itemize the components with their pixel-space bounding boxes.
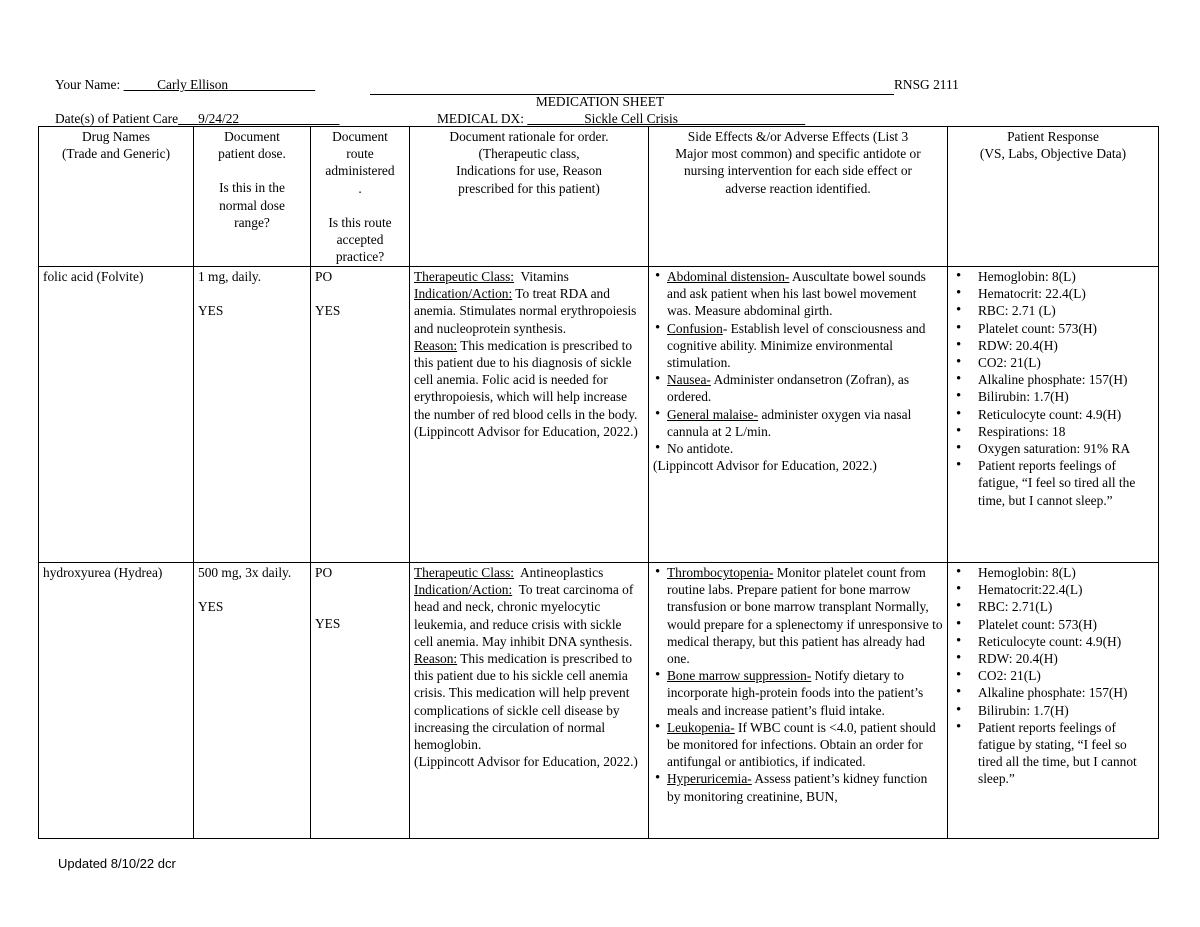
footer-updated-note: Updated 8/10/22 dcr	[58, 856, 176, 871]
course-code: RNSG 2111	[894, 77, 959, 92]
dose-range-answer: YES	[198, 303, 224, 319]
list-item: • CO2: 21(L)	[952, 667, 1154, 684]
reason	[414, 337, 644, 423]
response-cell	[948, 267, 1159, 563]
dose-value: 500 mg, 3x daily.	[198, 565, 292, 580]
list-item: • Patient reports feelings of fatigue by stating, “I feel so tired all the time, but I cannot sleep.”	[952, 719, 1154, 788]
citation: (Lippincott Advisor for Education, 2022.)	[653, 458, 877, 474]
effect-text: Monitor platelet count from routine labs. Prepare patient for bone marrow transfusion or bone marrow transplant Normally, would prepare for a splenectomy if unresponsive to medical therapy, but this patient has already had one.	[667, 565, 943, 667]
name-line	[55, 76, 315, 93]
therapeutic-class	[414, 564, 644, 581]
effect-label: General malaise-	[667, 406, 759, 422]
header-line: Is this in the	[219, 180, 285, 196]
header-line: administered	[325, 163, 395, 179]
list-item: • Alkaline phosphate: 157(H)	[952, 684, 1154, 701]
effect-text: If WBC count is <4.0, patient should be monitored for infections. Obtain an order for antifungal or antibiotics, if indicated.	[667, 719, 936, 770]
route-value: PO	[315, 269, 333, 284]
name-value: Carly Ellison	[157, 77, 229, 92]
route-accepted-answer: YES	[315, 303, 341, 319]
header-line: patient dose.	[218, 146, 286, 162]
dose-range-answer: YES	[198, 599, 224, 615]
effect-label: Thrombocytopenia-	[667, 565, 774, 580]
header-line: range?	[234, 214, 270, 230]
medication-table	[38, 126, 1159, 839]
header-line: accepted	[336, 232, 384, 248]
route-accepted-answer: YES	[315, 616, 341, 632]
name-label: Your Name:	[55, 77, 121, 92]
list-item	[653, 320, 943, 372]
dx-value: Sickle Cell Crisis	[584, 111, 678, 126]
list-item: • Oxygen saturation: 91% RA	[952, 440, 1154, 457]
date-line	[55, 110, 340, 127]
list-item: • Alkaline phosphate: 157(H)	[952, 371, 1154, 388]
spacer	[315, 598, 405, 615]
dose-value: 1 mg, daily.	[198, 269, 262, 284]
effects-cell	[649, 267, 948, 563]
header-line: (Therapeutic class,	[478, 146, 580, 162]
list-item: • Patient reports feelings of fatigue, “I feel so tired all the time, but I cannot sleep.”	[952, 457, 1154, 509]
list-item	[653, 770, 943, 804]
list-item: • Hematocrit:22.4(L)	[952, 581, 1154, 598]
dx-label: MEDICAL DX:	[437, 111, 524, 126]
col-effects-header	[649, 127, 948, 267]
header-line: (Trade and Generic)	[61, 146, 171, 162]
list-item: • Bilirubin: 1.7(H)	[952, 388, 1154, 405]
effects-list	[653, 268, 943, 457]
reason-value: This medication is prescribed to this patient due to his diagnosis of sickle cell anemia. Folic acid is needed for erythropoiesis, which will help increase the number of red blood cells in the body.	[414, 337, 638, 422]
spacer	[198, 285, 306, 302]
header-line: Document	[332, 129, 388, 144]
response-list	[952, 564, 1154, 788]
effects-cell	[649, 563, 948, 839]
indication-label: Indication/Action:	[414, 286, 513, 302]
effect-label: Hyperuricemia-	[667, 771, 752, 787]
therapeutic-class-value: Antineoplastics	[520, 565, 604, 580]
list-item: • Reticulocyte count: 4.9(H)	[952, 406, 1154, 423]
header-line: route	[346, 146, 374, 162]
table-row	[39, 267, 1159, 563]
drug-name: folic acid (Folvite)	[43, 269, 144, 284]
list-item: • Platelet count: 573(H)	[952, 320, 1154, 337]
header-line: prescribed for this patient)	[458, 180, 600, 196]
indication	[414, 581, 644, 650]
rationale-cell	[410, 267, 649, 563]
therapeutic-class	[414, 268, 644, 285]
list-item	[653, 440, 943, 457]
therapeutic-class-value: Vitamins	[520, 269, 569, 284]
citation: (Lippincott Advisor for Education, 2022.)	[414, 423, 638, 439]
effect-text: Assess patient’s kidney function by monitoring creatinine, BUN,	[667, 771, 928, 804]
list-item: • Respirations: 18	[952, 423, 1154, 440]
list-item	[653, 406, 943, 440]
list-item	[653, 371, 943, 405]
reason-label: Reason:	[414, 337, 458, 353]
response-cell	[948, 563, 1159, 839]
citation: (Lippincott Advisor for Education, 2022.)	[414, 754, 638, 770]
header-line: Indications for use, Reason	[456, 163, 602, 179]
dx-line	[437, 110, 805, 127]
list-item: • Hemoglobin: 8(L)	[952, 564, 1154, 581]
therapeutic-class-label: Therapeutic Class:	[414, 565, 515, 580]
indication-label: Indication/Action:	[414, 582, 513, 598]
col-rationale-header	[410, 127, 649, 267]
effect-text: No antidote.	[667, 441, 734, 457]
date-label: Date(s) of Patient Care	[55, 111, 179, 126]
reason-label: Reason:	[414, 651, 458, 667]
header-line: .	[358, 180, 362, 196]
table-row	[39, 563, 1159, 839]
col-route-header	[311, 127, 410, 267]
header-line: Drug Names	[81, 129, 151, 144]
drug-cell	[39, 267, 194, 563]
drug-cell	[39, 563, 194, 839]
list-item: • RDW: 20.4(H)	[952, 337, 1154, 354]
route-value: PO	[315, 565, 333, 580]
drug-name: hydroxyurea (Hydrea)	[43, 565, 163, 580]
header-line: normal dose	[219, 197, 285, 213]
header-line: nursing intervention for each side effect or	[683, 163, 913, 179]
dose-cell	[194, 563, 311, 839]
reason-value: This medication is prescribed to this patient due to his sickle cell anemia crisis. This medication will help prevent complications of sickle cell disease by increasing the circulation of normal hemoglobin.	[414, 651, 633, 753]
header-line: adverse reaction identified.	[725, 180, 871, 196]
list-item: • Bilirubin: 1.7(H)	[952, 702, 1154, 719]
list-item	[653, 268, 943, 320]
list-item: • RDW: 20.4(H)	[952, 650, 1154, 667]
effects-list	[653, 564, 943, 805]
route-cell	[311, 563, 410, 839]
col-dose-header	[194, 127, 311, 267]
dose-cell	[194, 267, 311, 563]
spacer	[315, 197, 405, 214]
effect-text: Auscultate bowel sounds and ask patient when his last bowel movement was. Measure abdominal girth.	[667, 269, 926, 319]
list-item: • Hematocrit: 22.4(L)	[952, 285, 1154, 302]
indication	[414, 285, 644, 337]
response-list	[952, 268, 1154, 509]
col-response-header	[948, 127, 1159, 267]
col-drug-header	[39, 127, 194, 267]
list-item: • Platelet count: 573(H)	[952, 616, 1154, 633]
list-item: • Hemoglobin: 8(L)	[952, 268, 1154, 285]
rationale-cell	[410, 563, 649, 839]
header-line: Document	[224, 129, 280, 144]
effect-text: - Establish level of consciousness and cognitive ability. Minimize environmental stimulation.	[667, 320, 926, 371]
effect-label: Bone marrow suppression-	[667, 668, 812, 684]
header-line: (VS, Labs, Objective Data)	[979, 146, 1127, 162]
route-cell	[311, 267, 410, 563]
spacer	[198, 581, 306, 598]
effect-label: Confusion	[667, 320, 723, 336]
header-line: Document rationale for order.	[449, 129, 609, 144]
effect-text: Notify dietary to incorporate high-protein foods into the patient’s meals and increase patient’s fluid intake.	[667, 668, 924, 718]
effect-label: Leukopenia-	[667, 719, 735, 735]
effect-label: Abdominal distension-	[667, 269, 790, 284]
indication-value: To treat RDA and anemia. Stimulates normal erythropoiesis and nucleoprotein synthesis.	[414, 286, 637, 336]
header-line: Side Effects &/or Adverse Effects (List 3	[687, 129, 909, 144]
list-item: • RBC: 2.71 (L)	[952, 302, 1154, 319]
header-row	[39, 127, 1159, 267]
header-line: Major most common) and specific antidote or	[675, 146, 921, 162]
list-item: • RBC: 2.71(L)	[952, 598, 1154, 615]
therapeutic-class-label: Therapeutic Class:	[414, 269, 515, 284]
list-item	[653, 667, 943, 719]
header-line: Patient Response	[1007, 129, 1099, 144]
header-line: Is this route	[328, 214, 392, 230]
list-item	[653, 564, 943, 667]
spacer	[315, 285, 405, 302]
sheet-title: MEDICATION SHEET	[535, 94, 665, 109]
spacer	[315, 581, 405, 598]
effect-text: Administer ondansetron (Zofran), as ordered.	[667, 372, 910, 405]
indication-value: To treat carcinoma of head and neck, chronic myelocytic leukemia, and reduce crisis with sickle cell anemia. May inhibit DNA synthesis.	[414, 582, 634, 649]
list-item: • Reticulocyte count: 4.9(H)	[952, 633, 1154, 650]
list-item: • CO2: 21(L)	[952, 354, 1154, 371]
effect-text: administer oxygen via nasal cannula at 2 L/min.	[667, 406, 912, 439]
reason	[414, 650, 644, 753]
header-line: practice?	[335, 249, 385, 265]
effect-label: Nausea-	[667, 372, 711, 388]
spacer	[198, 162, 306, 179]
list-item	[653, 719, 943, 771]
date-value: 9/24/22	[198, 111, 240, 126]
